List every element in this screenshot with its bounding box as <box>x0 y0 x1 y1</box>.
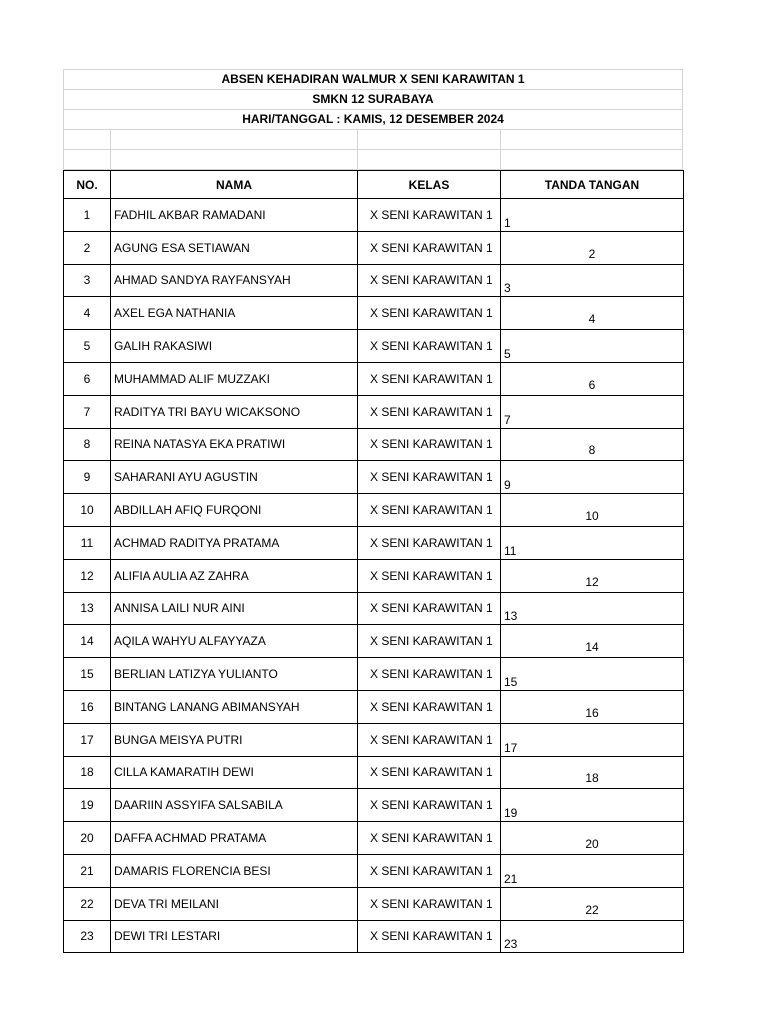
signature-cell <box>501 395 684 428</box>
signature-number: 11 <box>504 543 517 558</box>
signature-cell <box>501 461 684 494</box>
signature-cell <box>501 494 684 527</box>
signature-cell <box>501 658 684 691</box>
student-class: X SENI KARAWITAN 1 <box>358 494 501 527</box>
school-name: SMKN 12 SURABAYA <box>63 90 683 110</box>
signature-number: 20 <box>585 836 599 851</box>
attendance-table <box>63 170 684 953</box>
row-number: 22 <box>64 887 111 920</box>
student-class: X SENI KARAWITAN 1 <box>358 789 501 822</box>
row-number: 15 <box>64 658 111 691</box>
row-number: 14 <box>64 625 111 658</box>
student-name: FADHIL AKBAR RAMADANI <box>111 199 358 232</box>
row-number: 13 <box>64 592 111 625</box>
student-class: X SENI KARAWITAN 1 <box>358 297 501 330</box>
student-class: X SENI KARAWITAN 1 <box>358 428 501 461</box>
spacer-row <box>63 150 683 170</box>
student-class: X SENI KARAWITAN 1 <box>358 690 501 723</box>
table-header-row <box>64 171 684 199</box>
row-number: 3 <box>64 264 111 297</box>
table-row <box>64 428 684 461</box>
student-name: BINTANG LANANG ABIMANSYAH <box>111 690 358 723</box>
column-header-nama: NAMA <box>111 171 358 199</box>
column-header-no: NO. <box>64 171 111 199</box>
signature-cell <box>501 199 684 232</box>
row-number: 5 <box>64 330 111 363</box>
signature-number: 19 <box>504 806 518 821</box>
signature-cell <box>501 756 684 789</box>
signature-cell <box>501 592 684 625</box>
table-row <box>64 264 684 297</box>
table-row <box>64 494 684 527</box>
signature-cell <box>501 822 684 855</box>
student-class: X SENI KARAWITAN 1 <box>358 461 501 494</box>
sheet-title: ABSEN KEHADIRAN WALMUR X SENI KARAWITAN 1 <box>63 69 683 90</box>
student-name: SAHARANI AYU AGUSTIN <box>111 461 358 494</box>
table-row <box>64 854 684 887</box>
signature-number: 22 <box>585 902 599 917</box>
column-header-kelas: KELAS <box>358 171 501 199</box>
table-row <box>64 559 684 592</box>
signature-number: 18 <box>585 771 599 786</box>
signature-number: 13 <box>504 609 518 624</box>
row-number: 17 <box>64 723 111 756</box>
table-row <box>64 658 684 691</box>
table-row <box>64 199 684 232</box>
row-number: 2 <box>64 231 111 264</box>
student-name: ABDILLAH AFIQ FURQONI <box>111 494 358 527</box>
student-class: X SENI KARAWITAN 1 <box>358 854 501 887</box>
signature-cell <box>501 231 684 264</box>
signature-cell <box>501 428 684 461</box>
student-name: AQILA WAHYU ALFAYYAZA <box>111 625 358 658</box>
signature-number: 21 <box>504 871 518 886</box>
signature-cell <box>501 625 684 658</box>
student-name: AGUNG ESA SETIAWAN <box>111 231 358 264</box>
table-row <box>64 887 684 920</box>
table-row <box>64 297 684 330</box>
student-name: ALIFIA AULIA AZ ZAHRA <box>111 559 358 592</box>
signature-cell <box>501 690 684 723</box>
row-number: 4 <box>64 297 111 330</box>
signature-number: 4 <box>588 312 596 327</box>
signature-number: 12 <box>585 574 599 589</box>
student-class: X SENI KARAWITAN 1 <box>358 920 501 953</box>
student-class: X SENI KARAWITAN 1 <box>358 658 501 691</box>
signature-cell <box>501 330 684 363</box>
row-number: 18 <box>64 756 111 789</box>
student-name: DEVA TRI MEILANI <box>111 887 358 920</box>
student-class: X SENI KARAWITAN 1 <box>358 330 501 363</box>
student-class: X SENI KARAWITAN 1 <box>358 822 501 855</box>
table-row <box>64 723 684 756</box>
table-row <box>64 756 684 789</box>
table-row <box>64 231 684 264</box>
spacer-row <box>63 130 683 150</box>
student-name: DAFFA ACHMAD PRATAMA <box>111 822 358 855</box>
student-class: X SENI KARAWITAN 1 <box>358 723 501 756</box>
student-name: AXEL EGA NATHANIA <box>111 297 358 330</box>
row-number: 23 <box>64 920 111 953</box>
row-number: 8 <box>64 428 111 461</box>
signature-cell <box>501 789 684 822</box>
row-number: 7 <box>64 395 111 428</box>
row-number: 6 <box>64 362 111 395</box>
signature-number: 9 <box>504 478 511 493</box>
student-class: X SENI KARAWITAN 1 <box>358 756 501 789</box>
row-number: 19 <box>64 789 111 822</box>
row-number: 20 <box>64 822 111 855</box>
row-number: 1 <box>64 199 111 232</box>
row-number: 16 <box>64 690 111 723</box>
signature-cell <box>501 362 684 395</box>
student-name: BUNGA MEISYA PUTRI <box>111 723 358 756</box>
student-class: X SENI KARAWITAN 1 <box>358 887 501 920</box>
signature-cell <box>501 264 684 297</box>
signature-cell <box>501 723 684 756</box>
row-number: 21 <box>64 854 111 887</box>
student-name: AHMAD SANDYA RAYFANSYAH <box>111 264 358 297</box>
student-class: X SENI KARAWITAN 1 <box>358 264 501 297</box>
student-name: ACHMAD RADITYA PRATAMA <box>111 526 358 559</box>
signature-number: 2 <box>588 246 596 261</box>
table-row <box>64 625 684 658</box>
table-row <box>64 592 684 625</box>
table-row <box>64 690 684 723</box>
row-number: 10 <box>64 494 111 527</box>
student-class: X SENI KARAWITAN 1 <box>358 559 501 592</box>
student-name: GALIH RAKASIWI <box>111 330 358 363</box>
date-line: HARI/TANGGAL : KAMIS, 12 DESEMBER 2024 <box>63 110 683 130</box>
signature-cell <box>501 887 684 920</box>
student-class: X SENI KARAWITAN 1 <box>358 362 501 395</box>
student-name: RADITYA TRI BAYU WICAKSONO <box>111 395 358 428</box>
row-number: 11 <box>64 526 111 559</box>
signature-number: 17 <box>504 740 518 755</box>
student-class: X SENI KARAWITAN 1 <box>358 231 501 264</box>
signature-number: 7 <box>504 412 511 427</box>
table-row <box>64 789 684 822</box>
signature-number: 16 <box>585 705 599 720</box>
signature-cell <box>501 297 684 330</box>
row-number: 12 <box>64 559 111 592</box>
student-class: X SENI KARAWITAN 1 <box>358 395 501 428</box>
signature-number: 14 <box>585 640 599 655</box>
signature-cell <box>501 526 684 559</box>
table-row <box>64 822 684 855</box>
signature-cell <box>501 854 684 887</box>
table-row <box>64 362 684 395</box>
student-class: X SENI KARAWITAN 1 <box>358 199 501 232</box>
student-name: DEWI TRI LESTARI <box>111 920 358 953</box>
table-row <box>64 330 684 363</box>
attendance-sheet <box>63 69 683 953</box>
signature-cell <box>501 559 684 592</box>
table-row <box>64 395 684 428</box>
signature-number: 6 <box>588 377 596 392</box>
row-number: 9 <box>64 461 111 494</box>
student-class: X SENI KARAWITAN 1 <box>358 526 501 559</box>
signature-number: 15 <box>504 674 518 689</box>
column-header-tanda-tangan: TANDA TANGAN <box>501 171 684 199</box>
student-name: DAMARIS FLORENCIA BESI <box>111 854 358 887</box>
student-name: DAARIIN ASSYIFA SALSABILA <box>111 789 358 822</box>
signature-number: 5 <box>504 346 511 361</box>
table-row <box>64 461 684 494</box>
signature-number: 1 <box>504 215 511 230</box>
signature-number: 23 <box>504 937 518 952</box>
signature-number: 8 <box>588 443 596 458</box>
student-name: BERLIAN LATIZYA YULIANTO <box>111 658 358 691</box>
student-name: ANNISA LAILI NUR AINI <box>111 592 358 625</box>
student-class: X SENI KARAWITAN 1 <box>358 625 501 658</box>
signature-number: 10 <box>585 508 599 523</box>
student-name: CILLA KAMARATIH DEWI <box>111 756 358 789</box>
table-row <box>64 920 684 953</box>
table-row <box>64 526 684 559</box>
student-class: X SENI KARAWITAN 1 <box>358 592 501 625</box>
student-name: REINA NATASYA EKA PRATIWI <box>111 428 358 461</box>
student-name: MUHAMMAD ALIF MUZZAKI <box>111 362 358 395</box>
signature-cell <box>501 920 684 953</box>
signature-number: 3 <box>504 281 511 296</box>
